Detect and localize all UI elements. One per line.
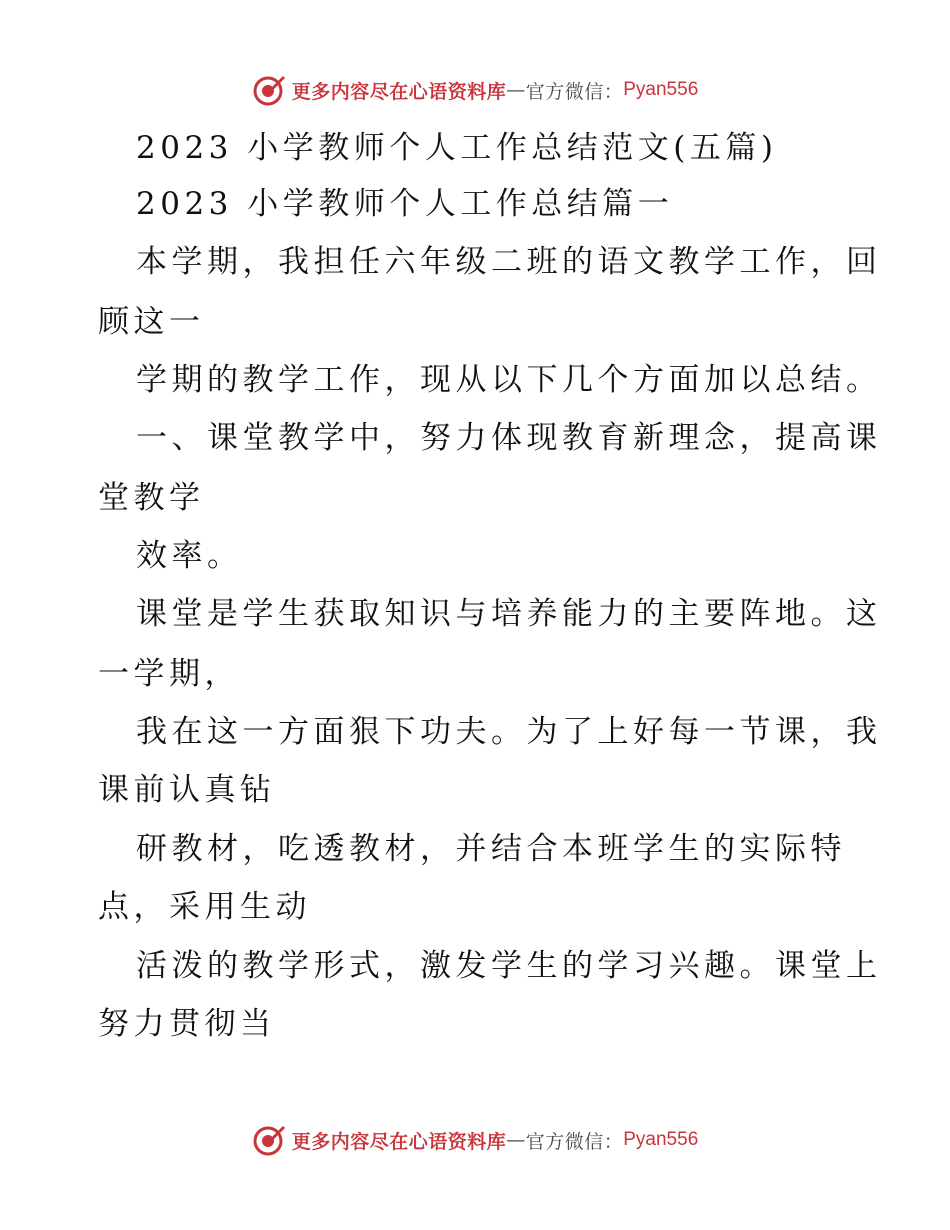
paragraph-line: 活泼的教学形式，激发学生的学习兴趣。课堂上: [136, 948, 882, 984]
paragraph-line: 点，采用生动: [98, 889, 311, 925]
quill-circle-logo-icon: [252, 1123, 286, 1157]
paragraph-line: 努力贯彻当: [98, 1006, 276, 1042]
paragraph-line: 我在这一方面狠下功夫。为了上好每一节课，我: [136, 714, 882, 750]
paragraph-line: 课前认真钻: [98, 772, 276, 808]
watermark-wechat-label: 官方微信：: [525, 80, 624, 103]
watermark-wechat-id: Pyan556: [623, 1129, 699, 1150]
quill-circle-logo-icon: [252, 73, 286, 107]
paragraph-line: 课堂是学生获取知识与培养能力的主要阵地。这: [136, 596, 882, 632]
paragraph-line: 一学期，: [98, 656, 240, 692]
subsection-heading-cont: 效率。: [136, 538, 243, 574]
watermark-dash: —: [506, 79, 526, 101]
section-heading: 2023 小学教师个人工作总结篇一: [136, 186, 674, 222]
paragraph-line: 学期的教学工作，现从以下几个方面加以总结。: [136, 362, 882, 398]
watermark-wechat-id: Pyan556: [623, 79, 699, 100]
paragraph-line: 研教材，吃透教材，并结合本班学生的实际特: [136, 831, 846, 867]
document-title: 2023 小学教师个人工作总结范文(五篇): [136, 130, 778, 166]
watermark-dash: —: [506, 1129, 526, 1151]
footer-watermark: [0, 1120, 950, 1160]
watermark-wechat-label: 官方微信：: [525, 1130, 624, 1153]
subsection-heading: 一、课堂教学中，努力体现教育新理念，提高课: [136, 420, 882, 456]
watermark-main-text: 更多内容尽在心语资料库: [291, 1130, 507, 1153]
paragraph-line: 本学期，我担任六年级二班的语文教学工作，回: [136, 244, 882, 280]
subsection-heading-cont: 堂教学: [98, 480, 205, 516]
header-watermark: [0, 70, 950, 110]
watermark-main-text: 更多内容尽在心语资料库: [291, 80, 507, 103]
paragraph-line: 顾这一: [98, 304, 205, 340]
